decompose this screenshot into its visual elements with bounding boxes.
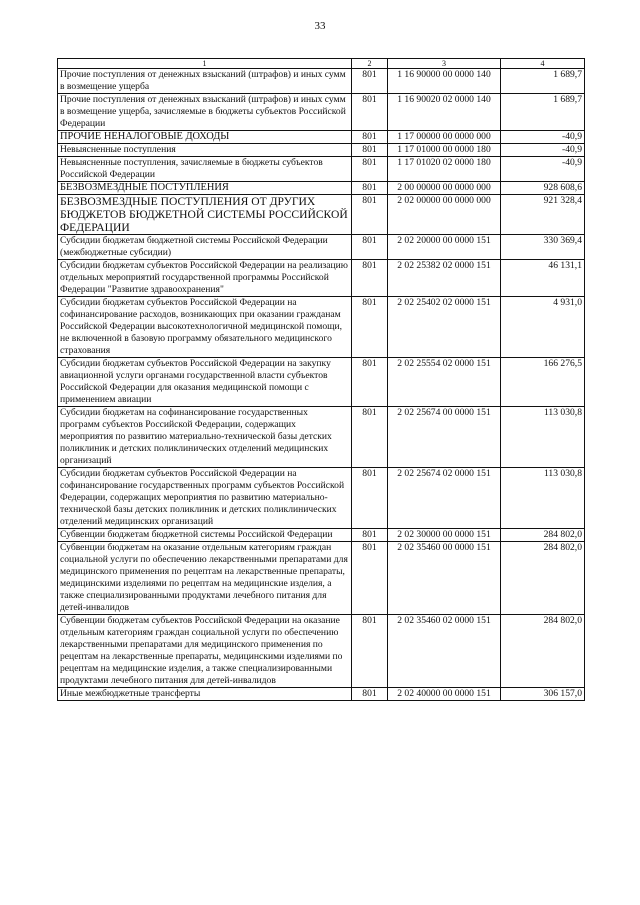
row-budget-code: 2 02 25382 02 0000 151 bbox=[388, 260, 501, 297]
row-amount: 166 276,5 bbox=[501, 358, 585, 407]
row-admin-code: 801 bbox=[352, 542, 388, 615]
row-budget-code: 2 02 25402 02 0000 151 bbox=[388, 297, 501, 358]
row-admin-code: 801 bbox=[352, 407, 388, 468]
row-name: Иные межбюджетные трансферты bbox=[58, 688, 352, 701]
table-row bbox=[58, 297, 585, 358]
row-name: Субсидии бюджетам на софинансирование государственных программ субъектов Российской Федерации, содержащих мероприятия по развитию материально-технической базы детских поликлиник и детских поликлинических отделений медицинских организаций bbox=[58, 407, 352, 468]
column-header-3: 3 bbox=[388, 59, 501, 69]
table-row bbox=[58, 94, 585, 131]
row-amount: 1 689,7 bbox=[501, 94, 585, 131]
row-name: Прочие поступления от денежных взысканий (штрафов) и иных сумм в возмещение ущерба, зачисляемые в бюджеты субъектов Российской Федерации bbox=[58, 94, 352, 131]
table-row bbox=[58, 195, 585, 235]
table-row bbox=[58, 69, 585, 94]
row-amount: 4 931,0 bbox=[501, 297, 585, 358]
row-name: Прочие поступления от денежных взысканий (штрафов) и иных сумм в возмещение ущерба bbox=[58, 69, 352, 94]
row-amount: 928 608,6 bbox=[501, 182, 585, 195]
row-budget-code: 2 02 40000 00 0000 151 bbox=[388, 688, 501, 701]
table-row bbox=[58, 407, 585, 468]
row-name: Субвенции бюджетам субъектов Российской Федерации на оказание отдельным категориям граждан социальной услуги по обеспечению лекарственными препаратами для медицинского применения по рецептам на лекарственные препараты, медицинскими изделиями по рецептам на медицинские изделия, а также специализированными продуктами лечебного питания для детей-инвалидов bbox=[58, 615, 352, 688]
row-amount: 284 802,0 bbox=[501, 529, 585, 542]
row-amount: 113 030,8 bbox=[501, 407, 585, 468]
row-amount: -40,9 bbox=[501, 131, 585, 144]
row-amount: -40,9 bbox=[501, 157, 585, 182]
page-number: 33 bbox=[314, 20, 326, 32]
row-name: Субсидии бюджетам субъектов Российской Федерации на реализацию отдельных мероприятий государственной программы Российской Федерации "Развитие здравоохранения" bbox=[58, 260, 352, 297]
row-budget-code: 1 17 00000 00 0000 000 bbox=[388, 131, 501, 144]
row-name: Субвенции бюджетам бюджетной системы Российской Федерации bbox=[58, 529, 352, 542]
row-amount: 1 689,7 bbox=[501, 69, 585, 94]
row-name: Субсидии бюджетам субъектов Российской Федерации на софинансирование государственных программ субъектов Российской Федерации, содержащих мероприятия по развитию материально-технической базы детских поликлиник и детских поликлинических отделений медицинских организаций bbox=[58, 468, 352, 529]
row-budget-code: 2 02 25674 00 0000 151 bbox=[388, 407, 501, 468]
row-admin-code: 801 bbox=[352, 144, 388, 157]
row-amount: 284 802,0 bbox=[501, 615, 585, 688]
row-amount: 921 328,4 bbox=[501, 195, 585, 235]
table-row bbox=[58, 157, 585, 182]
row-name: Субсидии бюджетам субъектов Российской Федерации на софинансирование расходов, возникающих при оказании гражданам Российской Федерации высокотехнологичной медицинской помощи, не включенной в базовую программу обязательного медицинского страхования bbox=[58, 297, 352, 358]
row-admin-code: 801 bbox=[352, 182, 388, 195]
row-name: Субвенции бюджетам на оказание отдельным категориям граждан социальной услуги по обеспечению лекарственными препаратами для медицинского применения по рецептам на лекарственные препараты, медицинскими изделиями по рецептам на медицинские изделия, а также специализированными продуктами лечебного питания для детей-инвалидов bbox=[58, 542, 352, 615]
row-admin-code: 801 bbox=[352, 468, 388, 529]
row-budget-code: 2 02 35460 00 0000 151 bbox=[388, 542, 501, 615]
row-budget-code: 1 17 01020 02 0000 180 bbox=[388, 157, 501, 182]
row-admin-code: 801 bbox=[352, 131, 388, 144]
table-row bbox=[58, 260, 585, 297]
row-amount: 46 131,1 bbox=[501, 260, 585, 297]
table-row bbox=[58, 235, 585, 260]
row-admin-code: 801 bbox=[352, 688, 388, 701]
row-name: Невыясненные поступления bbox=[58, 144, 352, 157]
row-admin-code: 801 bbox=[352, 297, 388, 358]
row-budget-code: 2 02 30000 00 0000 151 bbox=[388, 529, 501, 542]
row-admin-code: 801 bbox=[352, 94, 388, 131]
row-amount: 284 802,0 bbox=[501, 542, 585, 615]
row-admin-code: 801 bbox=[352, 260, 388, 297]
row-name: Невыясненные поступления, зачисляемые в бюджеты субъектов Российской Федерации bbox=[58, 157, 352, 182]
row-budget-code: 1 16 90000 00 0000 140 bbox=[388, 69, 501, 94]
row-budget-code: 2 02 35460 02 0000 151 bbox=[388, 615, 501, 688]
table-row bbox=[58, 131, 585, 144]
row-admin-code: 801 bbox=[352, 157, 388, 182]
column-header-2: 2 bbox=[352, 59, 388, 69]
row-budget-code: 2 02 25554 02 0000 151 bbox=[388, 358, 501, 407]
row-amount: -40,9 bbox=[501, 144, 585, 157]
budget-income-table bbox=[57, 58, 585, 701]
row-name: БЕЗВОЗМЕЗДНЫЕ ПОСТУПЛЕНИЯ bbox=[58, 182, 352, 195]
row-name: БЕЗВОЗМЕЗДНЫЕ ПОСТУПЛЕНИЯ ОТ ДРУГИХ БЮДЖЕТОВ БЮДЖЕТНОЙ СИСТЕМЫ РОССИЙСКОЙ ФЕДЕРАЦИИ bbox=[58, 195, 352, 235]
row-budget-code: 2 02 00000 00 0000 000 bbox=[388, 195, 501, 235]
row-admin-code: 801 bbox=[352, 69, 388, 94]
row-name: Субсидии бюджетам бюджетной системы Российской Федерации (межбюджетные субсидии) bbox=[58, 235, 352, 260]
table-row bbox=[58, 182, 585, 195]
table-row bbox=[58, 615, 585, 688]
table-row bbox=[58, 468, 585, 529]
row-name: ПРОЧИЕ НЕНАЛОГОВЫЕ ДОХОДЫ bbox=[58, 131, 352, 144]
row-budget-code: 2 02 25674 02 0000 151 bbox=[388, 468, 501, 529]
row-amount: 330 369,4 bbox=[501, 235, 585, 260]
row-amount: 113 030,8 bbox=[501, 468, 585, 529]
row-admin-code: 801 bbox=[352, 235, 388, 260]
table-row bbox=[58, 358, 585, 407]
column-header-4: 4 bbox=[501, 59, 585, 69]
table-row bbox=[58, 529, 585, 542]
row-budget-code: 2 00 00000 00 0000 000 bbox=[388, 182, 501, 195]
column-number-row bbox=[58, 59, 585, 69]
row-admin-code: 801 bbox=[352, 358, 388, 407]
row-name: Субсидии бюджетам субъектов Российской Федерации на закупку авиационной услуги органами государственной власти субъектов Российской Федерации для оказания медицинской помощи с применением авиации bbox=[58, 358, 352, 407]
table-row bbox=[58, 542, 585, 615]
table-row bbox=[58, 688, 585, 701]
row-budget-code: 1 16 90020 02 0000 140 bbox=[388, 94, 501, 131]
row-admin-code: 801 bbox=[352, 529, 388, 542]
row-amount: 306 157,0 bbox=[501, 688, 585, 701]
row-budget-code: 2 02 20000 00 0000 151 bbox=[388, 235, 501, 260]
row-admin-code: 801 bbox=[352, 195, 388, 235]
table-row bbox=[58, 144, 585, 157]
row-admin-code: 801 bbox=[352, 615, 388, 688]
row-budget-code: 1 17 01000 00 0000 180 bbox=[388, 144, 501, 157]
column-header-1: 1 bbox=[58, 59, 352, 69]
